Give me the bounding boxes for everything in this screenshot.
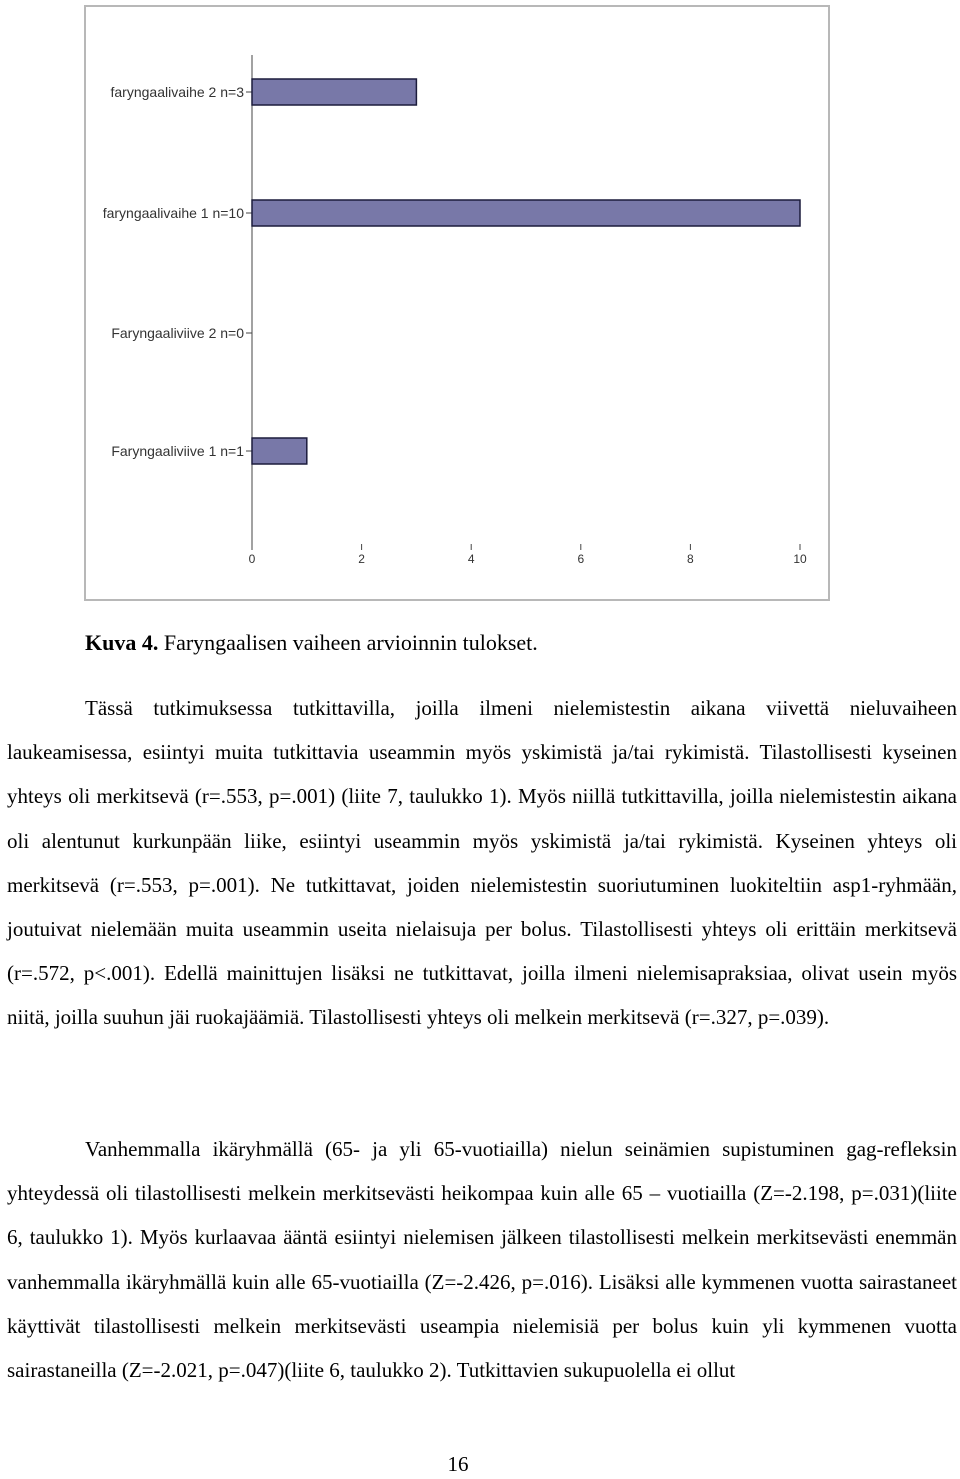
category-label: faryngaalivaihe 2 n=3 [110,84,244,100]
category-label: faryngaalivaihe 1 n=10 [102,205,244,221]
body-paragraph-2: Vanhemmalla ikäryhmällä (65- ja yli 65-vuotiailla) nielun seinämien supistuminen gag-refleksin yhteydessä oli tilastollisesti melkein merkitsevästi heikompaa kuin alle 65 – vuotiailla (Z=-2.198, p=.031)(liite 6, taulukko 1). Myös kurlaavaa ääntä esiintyi nielemisen jälkeen tilastollisesti melkein merkitsevästi enemmän vanhemmalla ikäryhmällä kuin alle 65-vuotiailla (Z=-2.426, p=.016). Lisäksi alle kymmenen vuotta sairastaneet käyttivät tilastollisesti melkein merkitsevästi useampia nielemisiä per bolus kuin yli kymmenen vuotta sairastaneilla (Z=-2.021, p=.047)(liite 6, taulukko 2). Tutkittavien sukupuolella ei ollut [7,1137,957,1383]
category-label: Faryngaaliviive 2 n=0 [111,325,244,341]
chart-canvas [86,7,832,603]
body-paragraph-1: Tässä tutkimuksessa tutkittavilla, joilla ilmeni nielemistestin aikana viivettä nieluvaiheen laukeamisessa, esiintyi muita tutkittavia useammin myös yskimistä ja/tai rykimistä. Tilastollisesti kyseinen yhteys oli merkitsevä (r=.553, p=.001) (liite 7, taulukko 1). Myös niillä tutkittavilla, joilla nielemistestin aikana oli alentunut kurkunpään liike, esiintyi useammin myös yskimistä ja/tai rykimistä. Kyseinen yhteys oli merkitsevä (r=.553, p=.001). Ne tutkittavat, joiden nielemistestin suoriutuminen luokiteltiin asp1-ryhmään, joutuivat nielemään muita useammin useita nielaisuja per bolus. Tilastollisesti yhteys oli erittäin merkitsevä (r=.572, p<.001). Edellä mainittujen lisäksi ne tutkittavat, joilla ilmeni nielemisapraksiaa, olivat usein myös niitä, joilla suuhun jäi ruokajäämiä. Tilastollisesti yhteys oli melkein merkitsevä (r=.327, p=.039). [7,696,957,1030]
x-tick-label: 8 [687,552,694,566]
x-tick-label: 0 [248,552,256,566]
category-label: Faryngaaliviive 1 n=1 [111,443,244,459]
bar [252,438,307,464]
figure-caption [85,628,538,658]
bar [252,79,416,105]
page-number: 16 [447,1452,469,1476]
bar-chart [84,5,830,601]
caption-label: Kuva 4. [85,630,159,655]
x-tick-label: 6 [577,552,585,566]
x-tick-label: 4 [467,552,475,566]
x-tick-label: 10 [793,552,807,566]
caption-text: Faryngaalisen vaiheen arvioinnin tulokset. [158,630,538,655]
bar [252,200,800,226]
x-tick-label: 2 [358,552,365,566]
